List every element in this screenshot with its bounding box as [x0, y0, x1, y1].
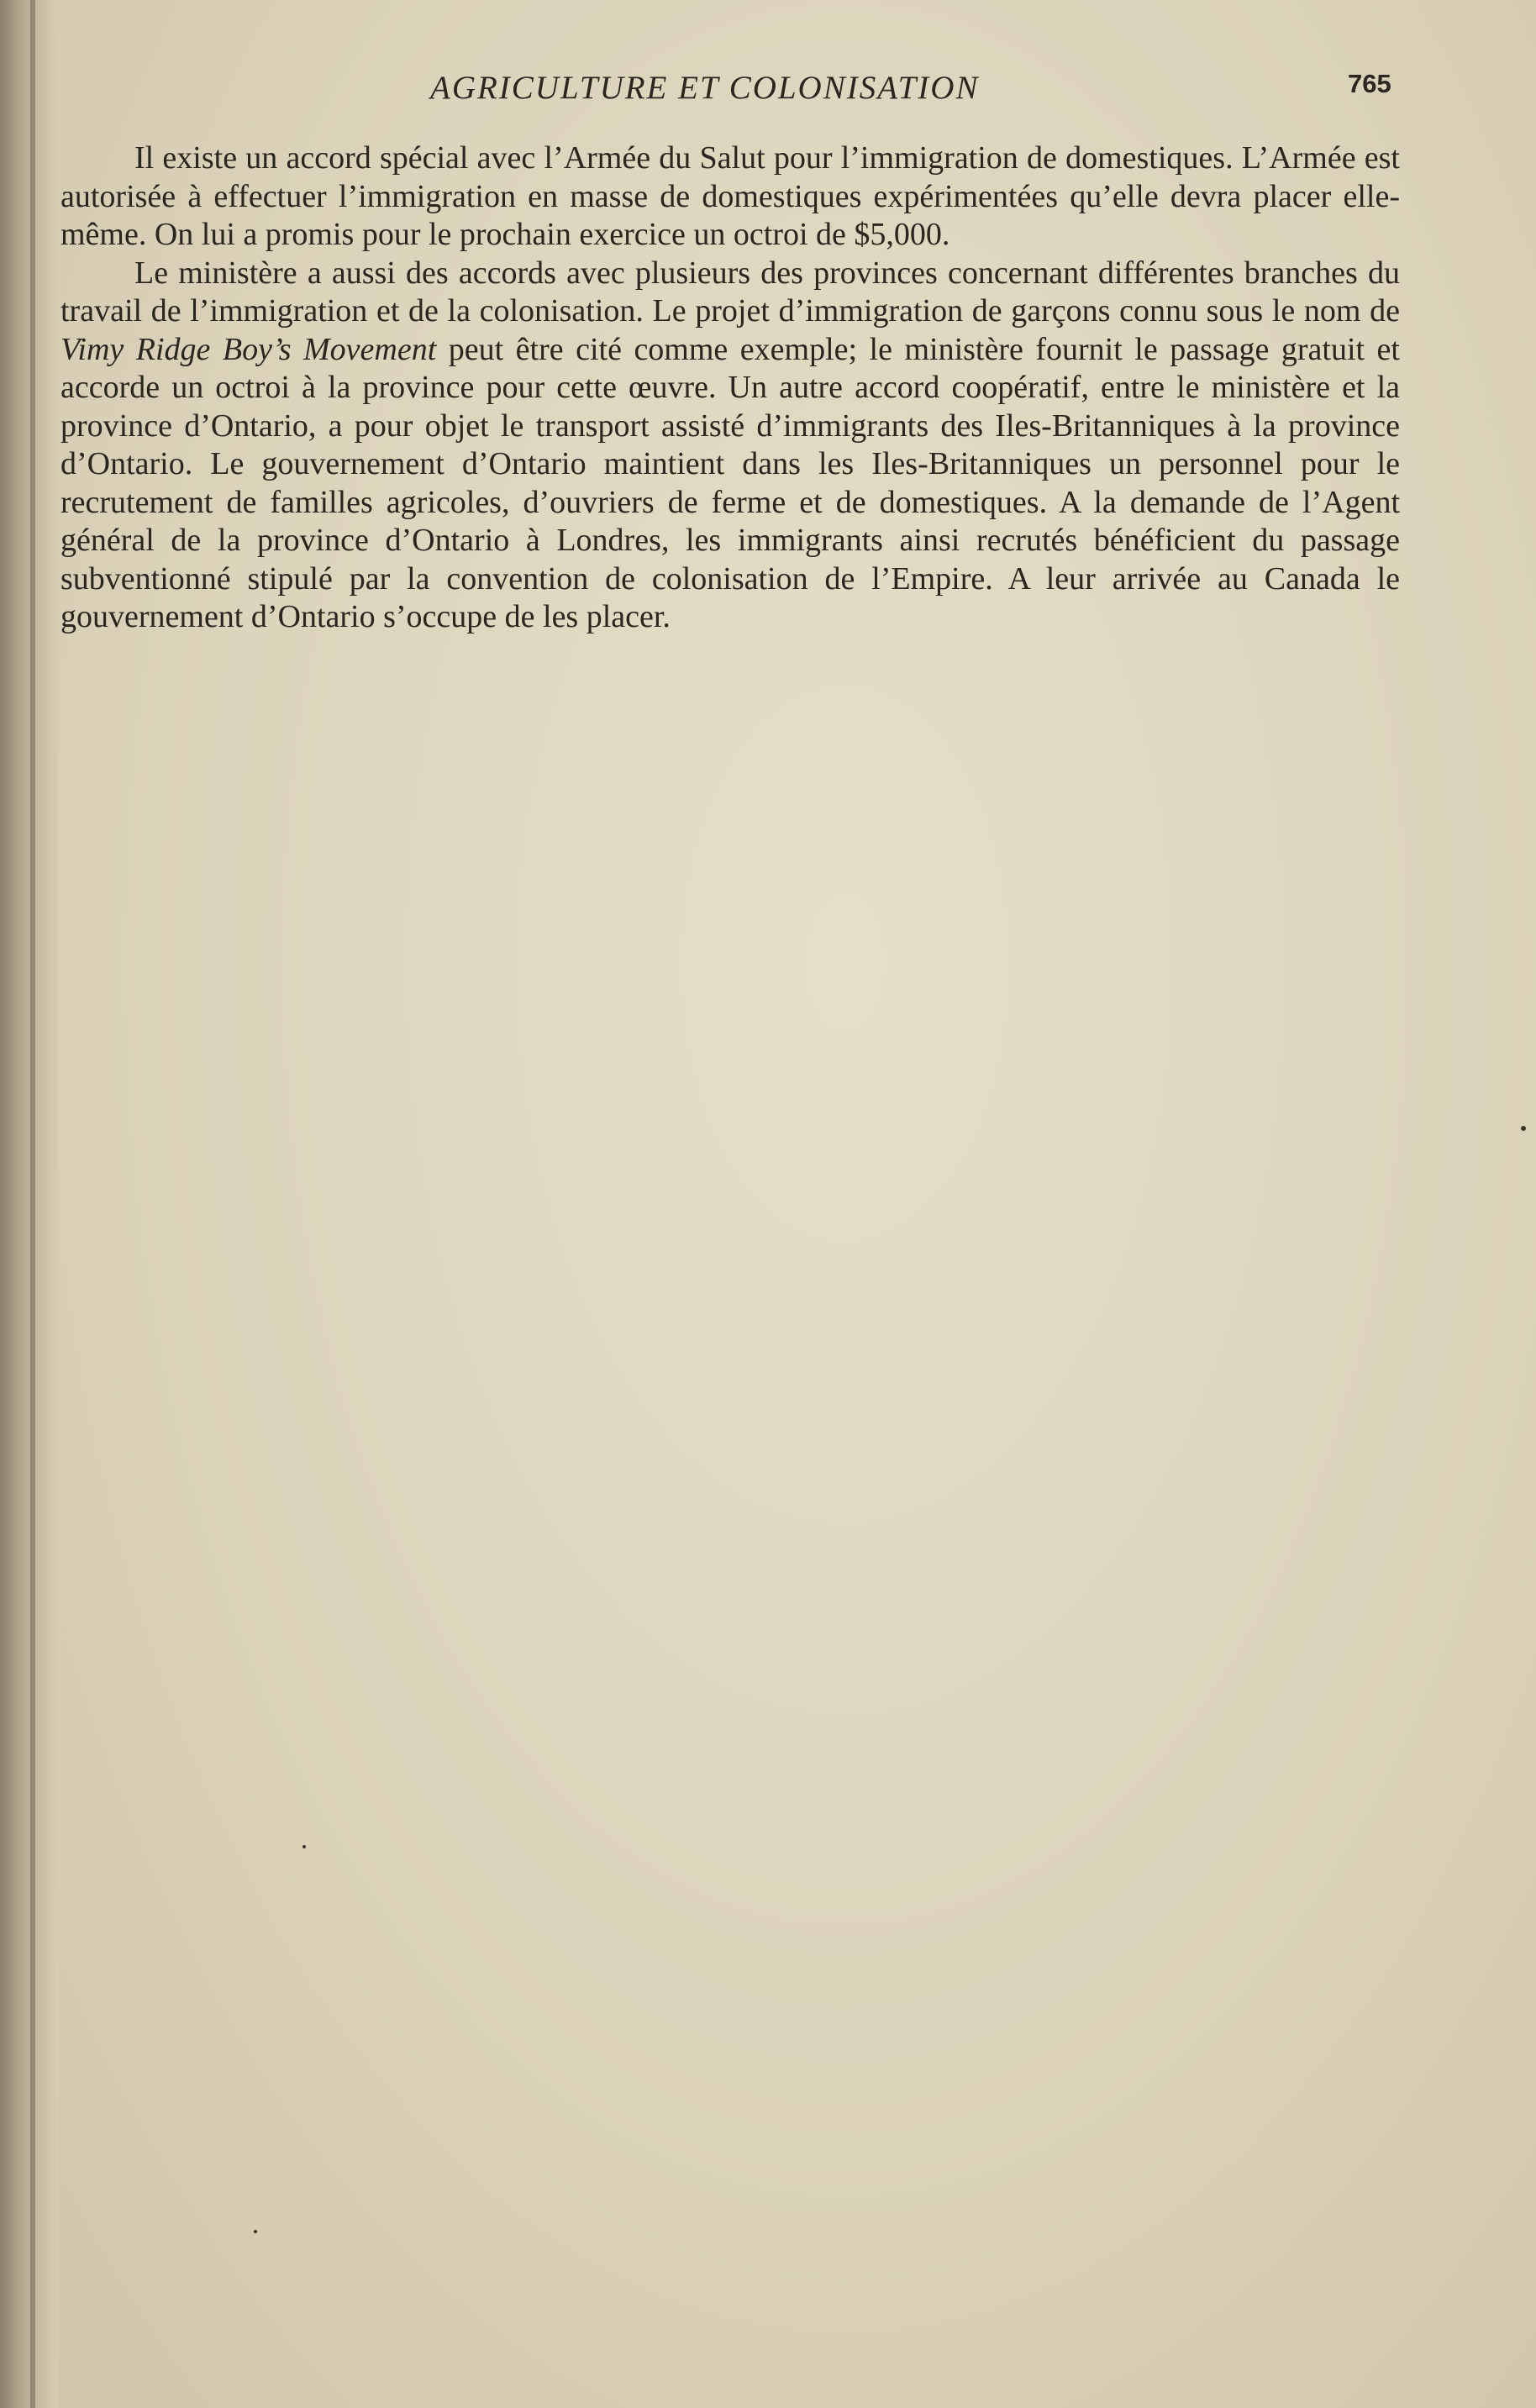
- paragraph-2-italic-title: Vimy Ridge Boy’s Movement: [60, 331, 437, 367]
- paper-speck: [302, 1845, 306, 1848]
- running-head: AGRICULTURE ET COLONISATION: [430, 70, 980, 106]
- paragraph-1: Il existe un accord spécial avec l’Armée du Salut pour l’immigration de domestiques. L’Armée est autorisée à effectuer l’immigration en masse de domestiques expérimentées qu’elle devra placer elle-même. On lui a promis pour le prochain exercice un octroi de $5,000.: [60, 140, 1400, 252]
- paragraph-2-rest: peut être cité comme exemple; le ministère fournit le passage gratuit et accorde un octroi à la province pour cette œuvre. Un autre accord coopératif, entre le ministère et la province d’Ontario, a pour objet le transport assisté d’immigrants des Iles-Britanniques à la province d’Ontario. Le gouvernement d’Ontario maintient dans les Iles-Britanniques un personnel pour le recrutement de familles agricoles, d’ouvriers de ferme et de domestiques. A la demande de l’Agent général de la province d’Ontario à Londres, les immigrants ainsi recrutés bénéficient du passage subventionné stipulé par la convention de colonisation de l’Empire. A leur arrivée au Canada le gouvernement d’Ontario s’occupe de les placer.: [60, 331, 1400, 634]
- paper-speck: [1521, 1126, 1526, 1131]
- body-text: [60, 139, 1400, 637]
- paper-speck: [254, 2230, 257, 2233]
- binding-gutter-line: [30, 0, 35, 2408]
- page-number: 765: [1348, 69, 1391, 98]
- paragraph-2-lead: Le ministère a aussi des accords avec plusieurs des provinces concernant différentes branches du travail de l’immigration et de la colonisation. Le projet d’immigration de garçons connu sous le nom de: [60, 255, 1400, 329]
- book-binding-shadow: [0, 0, 59, 2408]
- paragraph-2: [60, 255, 1400, 637]
